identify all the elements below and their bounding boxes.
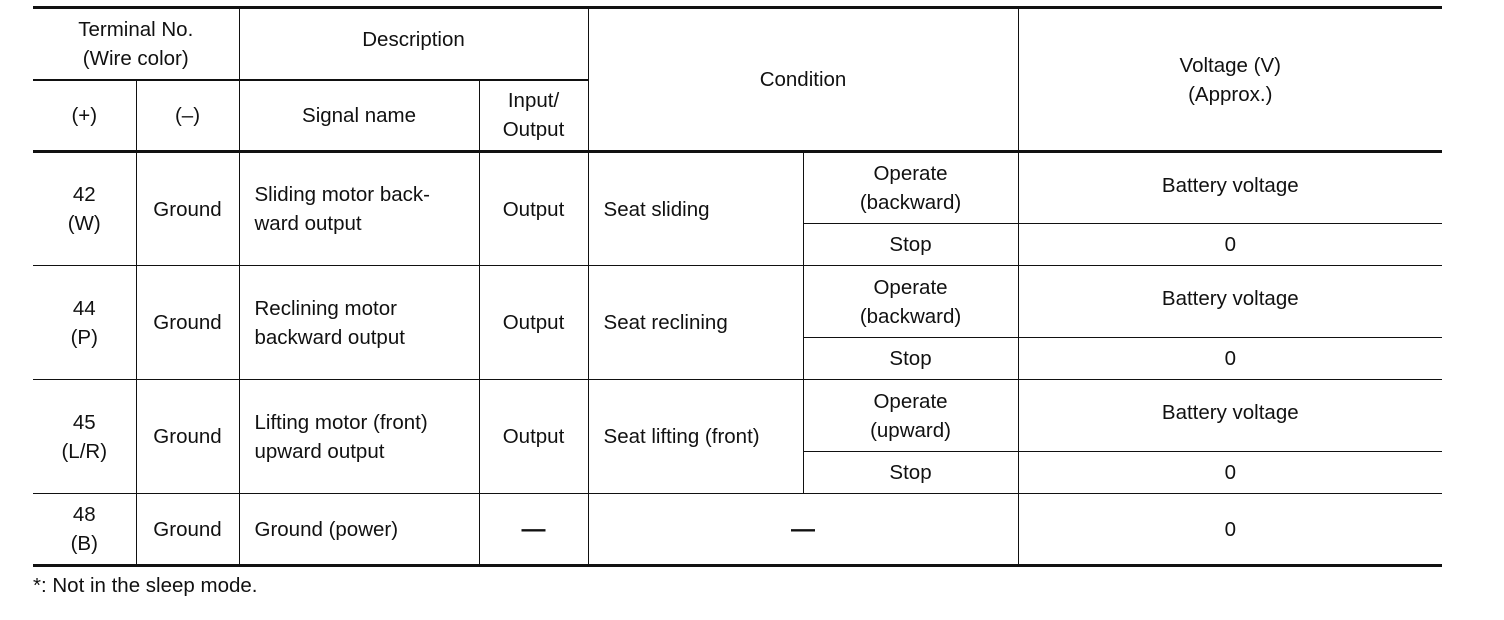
io-cell: Output	[479, 152, 588, 266]
signal-name-line2: backward output	[254, 325, 405, 349]
terminal-number: 45	[72, 410, 96, 434]
terminal-number: 42	[72, 183, 96, 206]
operate-line2: (backward)	[859, 304, 962, 328]
wire-color: (L/R)	[61, 439, 108, 463]
wire-color: (P)	[70, 325, 98, 349]
plus-header: (+)	[33, 80, 136, 152]
terminal-spec-sheet	[33, 6, 1442, 567]
io-header	[479, 80, 588, 152]
operate-line1: Operate	[873, 389, 948, 413]
stop-cell: Stop	[803, 452, 1018, 494]
operate-cell	[803, 152, 1018, 224]
signal-name-header: Signal name	[239, 80, 479, 152]
footnote: *: Not in the sleep mode.	[33, 574, 258, 597]
condition-label: Condition	[759, 68, 847, 91]
table-row	[33, 380, 1442, 452]
signal-name-cell: Ground (power)	[239, 494, 479, 566]
minus-header: (–)	[136, 80, 239, 152]
terminal-number: 48	[72, 503, 96, 526]
io-header-line1: Input/	[507, 89, 560, 113]
stop-voltage-cell: 0	[1018, 338, 1442, 380]
ground-cell: Ground	[136, 380, 239, 494]
operate-voltage-cell: Battery voltage	[1018, 380, 1442, 452]
stop-cell: Stop	[803, 224, 1018, 266]
condition-cell: Seat reclining	[588, 266, 803, 380]
voltage-cell: 0	[1018, 494, 1442, 566]
table-row	[33, 152, 1442, 224]
condition-cell: —	[588, 494, 1018, 566]
description-header	[239, 8, 588, 80]
description-label: Description	[362, 28, 465, 51]
operate-line2: (backward)	[859, 191, 962, 214]
operate-line1: Operate	[873, 275, 948, 299]
wire-color: (W)	[67, 212, 101, 235]
signal-name-line2: ward output	[254, 212, 362, 235]
operate-voltage-cell: Battery voltage	[1018, 266, 1442, 338]
table-row	[33, 266, 1442, 338]
stop-voltage-cell: 0	[1018, 452, 1442, 494]
operate-cell	[803, 380, 1018, 452]
signal-name-cell	[239, 152, 479, 266]
ground-cell: Ground	[136, 494, 239, 566]
terminal-no-label: Terminal No.	[78, 17, 194, 41]
terminal-cell	[33, 380, 136, 494]
operate-cell	[803, 266, 1018, 338]
terminal-table	[33, 6, 1442, 567]
condition-cell: Seat lifting (front)	[588, 380, 803, 494]
voltage-approx-label: (Approx.)	[1188, 82, 1273, 106]
stop-voltage-cell: 0	[1018, 224, 1442, 266]
condition-cell: Seat sliding	[588, 152, 803, 266]
operate-line1: Operate	[873, 162, 948, 185]
header-row-1	[33, 8, 1442, 80]
ground-cell: Ground	[136, 152, 239, 266]
signal-name-line2: upward output	[254, 439, 385, 463]
io-cell: —	[479, 494, 588, 566]
signal-name-cell	[239, 266, 479, 380]
terminal-no-header	[33, 8, 239, 80]
terminal-cell	[33, 152, 136, 266]
signal-name-line1: Sliding motor back-	[254, 183, 430, 206]
signal-name-cell	[239, 380, 479, 494]
operate-line2: (upward)	[870, 418, 951, 442]
io-cell: Output	[479, 380, 588, 494]
table-row	[33, 494, 1442, 566]
operate-voltage-cell: Battery voltage	[1018, 152, 1442, 224]
voltage-label: Voltage (V)	[1179, 53, 1281, 77]
wire-color: (B)	[70, 532, 98, 555]
io-header-line2: Output	[502, 118, 565, 142]
terminal-number: 44	[72, 296, 96, 320]
signal-name-line1: Reclining motor	[254, 296, 397, 320]
condition-header	[588, 8, 1018, 152]
terminal-cell	[33, 494, 136, 566]
signal-name-line1: Lifting motor (front)	[254, 410, 428, 434]
stop-cell: Stop	[803, 338, 1018, 380]
ground-cell: Ground	[136, 266, 239, 380]
wire-color-label: (Wire color)	[82, 46, 189, 70]
voltage-header	[1018, 8, 1442, 152]
terminal-cell	[33, 266, 136, 380]
io-cell: Output	[479, 266, 588, 380]
